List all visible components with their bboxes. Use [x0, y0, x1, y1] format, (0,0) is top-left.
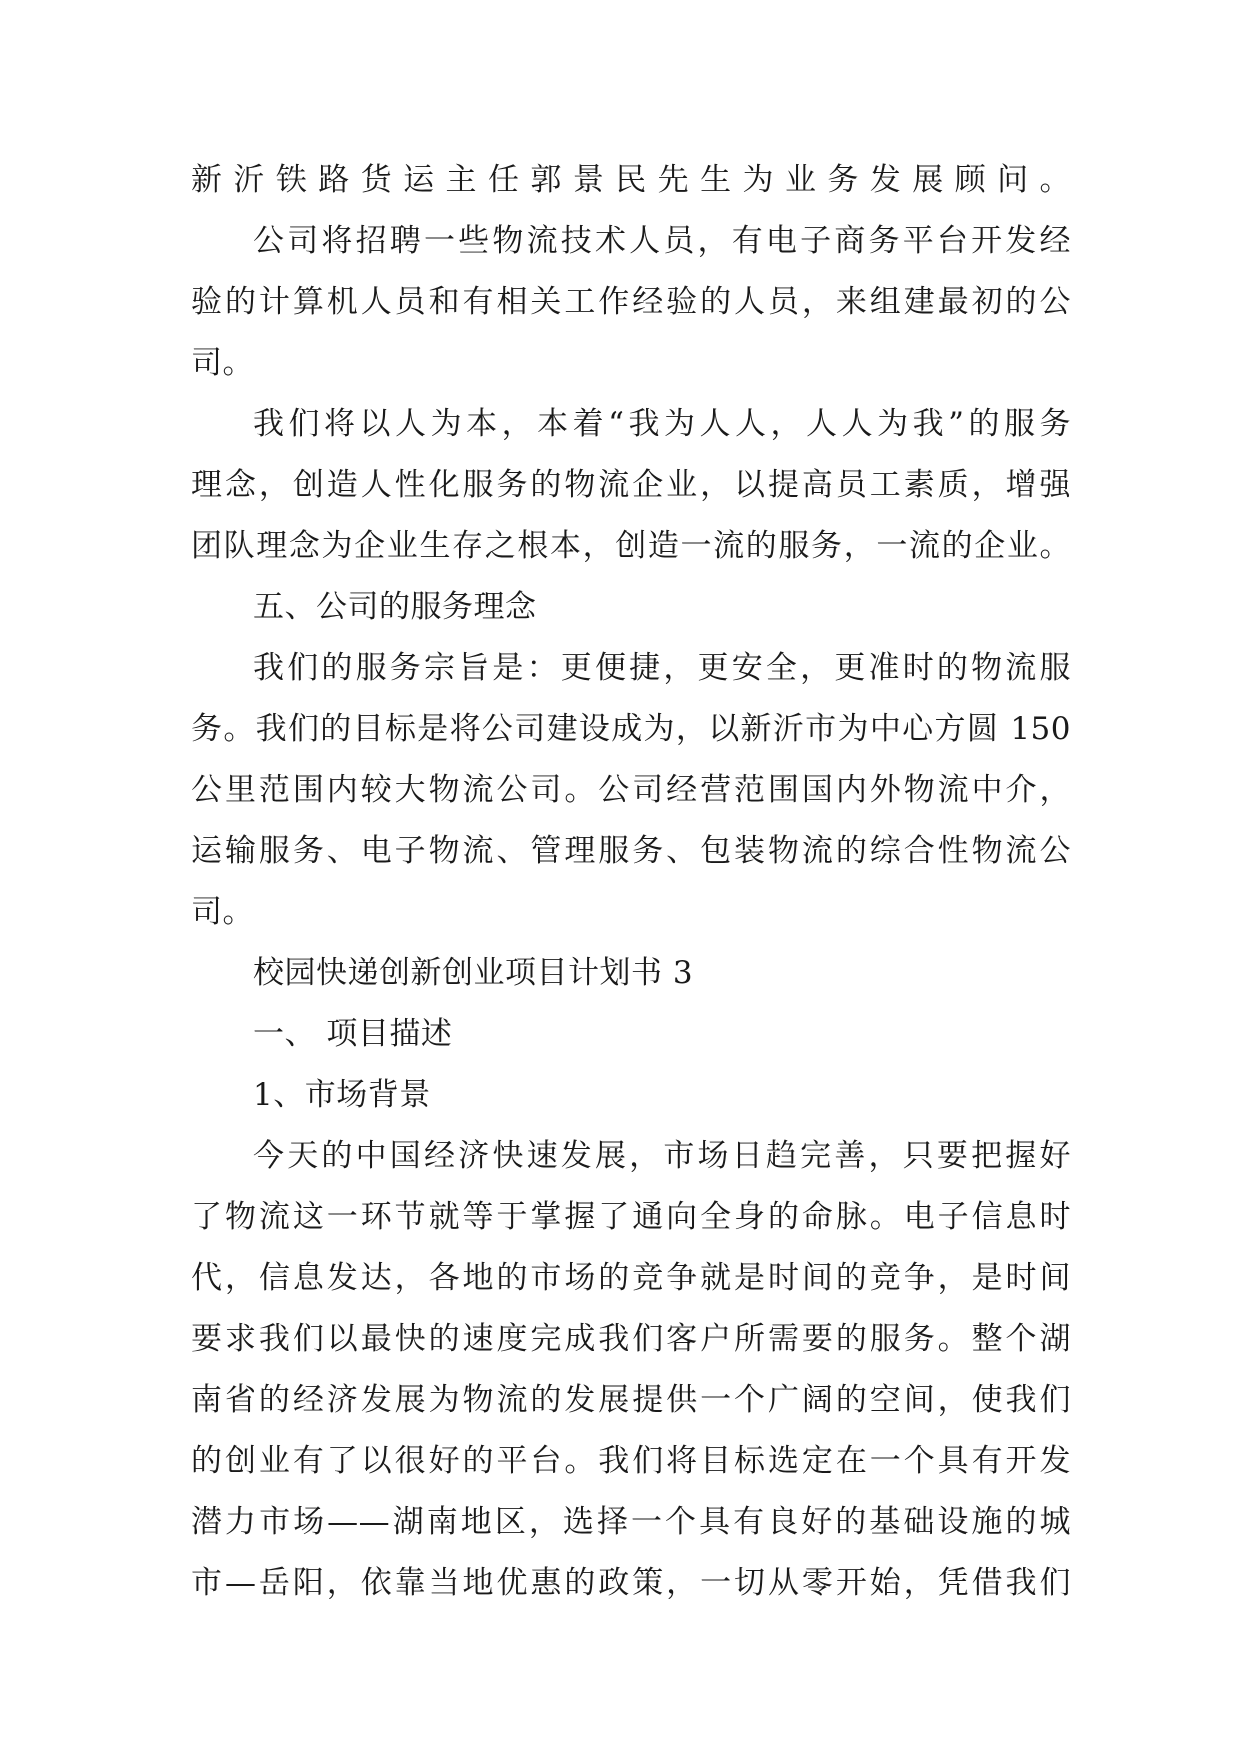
paragraph-start: 我们的服务宗旨是：更便捷，更安全，更准时的物流服: [253, 650, 1071, 686]
text-line: 要求我们以最快的速度完成我们客户所需要的服务。整个湖: [191, 1321, 1071, 1357]
paragraph-start: 公司将招聘一些物流技术人员，有电子商务平台开发经: [253, 223, 1071, 259]
text-line: 南省的经济发展为物流的发展提供一个广阔的空间，使我们: [191, 1382, 1071, 1418]
section-heading: 五、公司的服务理念: [253, 589, 537, 625]
section-heading: 一、 项目描述: [253, 1016, 453, 1052]
text-line: 的创业有了以很好的平台。我们将目标选定在一个具有开发: [191, 1443, 1071, 1479]
text-line: 了物流这一环节就等于掌握了通向全身的命脉。电子信息时: [191, 1199, 1071, 1235]
subsection-heading: 1、市场背景: [253, 1077, 431, 1113]
text-line: 潜力市场——湖南地区，选择一个具有良好的基础设施的城: [191, 1504, 1071, 1540]
document-title: 校园快递创新创业项目计划书 3: [253, 955, 694, 991]
text-line: 务。我们的目标是将公司建设成为，以新沂市为中心方圆 150: [191, 711, 1071, 747]
paragraph-start: 今天的中国经济快速发展，市场日趋完善，只要把握好: [253, 1138, 1071, 1174]
text-line: 验的计算机人员和有相关工作经验的人员，来组建最初的公: [191, 284, 1071, 320]
text-line: 理念，创造人性化服务的物流企业，以提高员工素质，增强: [191, 467, 1071, 503]
paragraph-start: 我们将以人为本，本着“我为人人，人人为我”的服务: [253, 406, 1071, 442]
text-line: 运输服务、电子物流、管理服务、包装物流的综合性物流公: [191, 833, 1071, 869]
text-line: 公里范围内较大物流公司。公司经营范围国内外物流中介，: [191, 772, 1071, 808]
text-line: 代，信息发达，各地的市场的竞争就是时间的竞争，是时间: [191, 1260, 1071, 1296]
text-line: 团队理念为企业生存之根本，创造一流的服务，一流的企业。: [191, 528, 1071, 564]
text-line: 新沂铁路货运主任郭景民先生为业务发展顾问。: [191, 162, 1071, 198]
text-line: 司。: [191, 345, 254, 381]
text-line: 司。: [191, 894, 254, 930]
document-body: [191, 150, 1071, 1614]
text-line: 市—岳阳，依靠当地优惠的政策，一切从零开始，凭借我们: [191, 1565, 1071, 1601]
